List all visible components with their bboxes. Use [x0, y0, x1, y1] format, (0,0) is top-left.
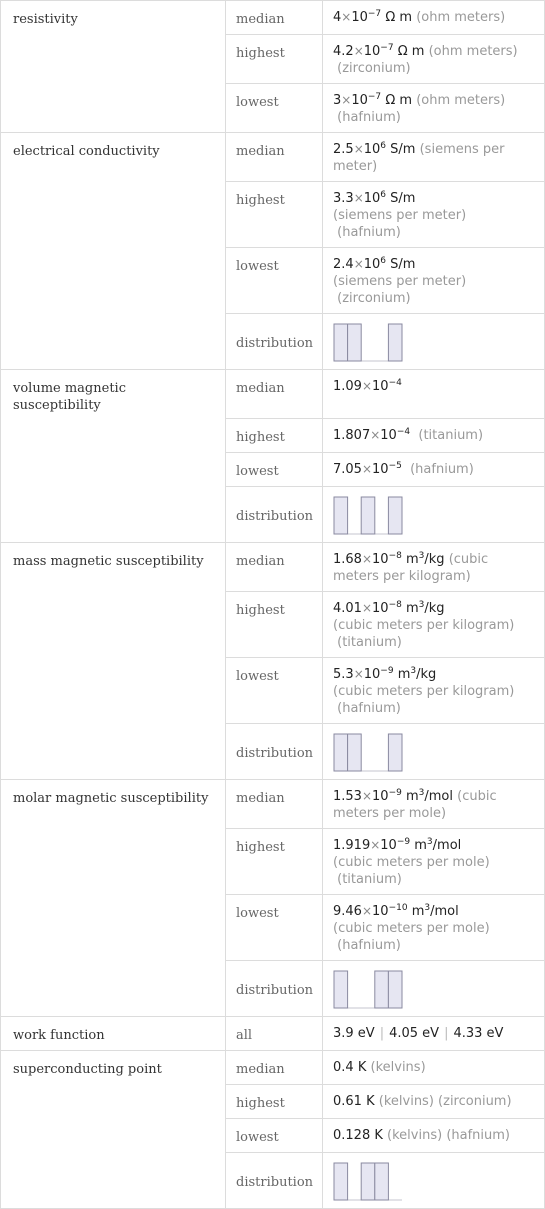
row-label: highest	[226, 829, 323, 895]
histogram-bar	[375, 1163, 389, 1200]
distribution-cell	[323, 487, 545, 543]
row-label: median	[226, 133, 323, 182]
value-cell: $1.807\times 10^{-4}$ (titanium)	[323, 419, 545, 453]
value-cell: $2.5\times 10^6$ S/m (siemens per meter)	[323, 133, 545, 182]
distribution-cell	[323, 961, 545, 1017]
table-row	[1, 1, 545, 35]
histogram-bar	[361, 497, 375, 534]
property-volume-magnetic-susceptibility: volume magnetic susceptibility	[1, 370, 226, 543]
value-cell: 3.9 eV | 4.05 eV | 4.33 eV	[323, 1017, 545, 1051]
row-label: distribution	[226, 487, 323, 543]
row-label: lowest	[226, 453, 323, 487]
row-label: all	[226, 1017, 323, 1051]
table-row	[1, 370, 545, 419]
histogram-bar	[348, 734, 362, 771]
histogram-bar	[388, 971, 402, 1008]
histogram-bar	[334, 734, 348, 771]
histogram-bar	[361, 1163, 375, 1200]
row-label: median	[226, 543, 323, 592]
table-row	[1, 133, 545, 182]
table-row	[1, 1017, 545, 1051]
distribution-histogram	[333, 495, 403, 536]
value-cell: $5.3\times 10^{-9}$ $m^3/kg$ (cubic meters per kilogram) (hafnium)	[323, 658, 545, 724]
value-cell: 0.128 K (kelvins) (hafnium)	[323, 1119, 545, 1153]
value-cell: $1.09\times 10^{-4}$	[323, 370, 545, 419]
property-electrical-conductivity: electrical conductivity	[1, 133, 226, 370]
row-label: lowest	[226, 84, 323, 133]
row-label: median	[226, 370, 323, 419]
distribution-histogram	[333, 969, 403, 1010]
row-label: median	[226, 1, 323, 35]
value-cell: $1.53\times 10^{-9}$ $m^3$/mol (cubic meters per mole)	[323, 780, 545, 829]
distribution-histogram	[333, 732, 403, 773]
value-cell: $2.4\times 10^6$ S/m (siemens per meter) (zirconium)	[323, 248, 545, 314]
distribution-histogram	[333, 322, 403, 363]
distribution-cell	[323, 1153, 545, 1209]
value-cell: 0.4 K (kelvins)	[323, 1051, 545, 1085]
row-label: lowest	[226, 248, 323, 314]
row-label: distribution	[226, 724, 323, 780]
value-cell: $1.68\times 10^{-8}$ $m^3/kg$ (cubic meters per kilogram)	[323, 543, 545, 592]
property-resistivity: resistivity	[1, 1, 226, 133]
distribution-histogram	[333, 1161, 403, 1202]
histogram-bar	[334, 497, 348, 534]
table-row	[1, 780, 545, 829]
row-label: highest	[226, 182, 323, 248]
value-cell: $9.46\times 10^{-10}$ $m^3$/mol (cubic meters per mole) (hafnium)	[323, 895, 545, 961]
histogram-bar	[334, 971, 348, 1008]
property-molar-magnetic-susceptibility: molar magnetic susceptibility	[1, 780, 226, 1017]
property-mass-magnetic-susceptibility: mass magnetic susceptibility	[1, 543, 226, 780]
histogram-bar	[388, 497, 402, 534]
property-superconducting-point: superconducting point	[1, 1051, 226, 1209]
row-label: distribution	[226, 961, 323, 1017]
row-label: highest	[226, 1085, 323, 1119]
row-label: lowest	[226, 658, 323, 724]
row-label: lowest	[226, 895, 323, 961]
row-label: highest	[226, 35, 323, 84]
row-label: median	[226, 1051, 323, 1085]
distribution-cell	[323, 724, 545, 780]
value-cell: $4.01\times 10^{-8}$ $m^3/kg$ (cubic meters per kilogram) (titanium)	[323, 592, 545, 658]
histogram-bar	[348, 324, 362, 361]
histogram-bar	[388, 324, 402, 361]
row-label: highest	[226, 419, 323, 453]
histogram-bar	[388, 734, 402, 771]
value-cell: $3\times 10^{-7}$ Ω m (ohm meters) (hafnium)	[323, 84, 545, 133]
value-cell: $4.2\times 10^{-7}$ Ω m (ohm meters) (zirconium)	[323, 35, 545, 84]
property-work-function: work function	[1, 1017, 226, 1051]
row-label: highest	[226, 592, 323, 658]
row-label: distribution	[226, 1153, 323, 1209]
value-cell: $4\times 10^{-7}$ Ω m (ohm meters)	[323, 1, 545, 35]
table-row	[1, 1051, 545, 1085]
row-label: median	[226, 780, 323, 829]
histogram-bar	[334, 1163, 348, 1200]
histogram-bar	[375, 971, 389, 1008]
row-label: distribution	[226, 314, 323, 370]
value-cell: $1.919\times 10^{-9}$ $m^3$/mol (cubic meters per mole) (titanium)	[323, 829, 545, 895]
distribution-cell	[323, 314, 545, 370]
row-label: lowest	[226, 1119, 323, 1153]
value-cell: $3.3\times 10^6$ S/m (siemens per meter) (hafnium)	[323, 182, 545, 248]
value-cell: 0.61 K (kelvins) (zirconium)	[323, 1085, 545, 1119]
table-row	[1, 543, 545, 592]
histogram-bar	[334, 324, 348, 361]
value-cell: $7.05\times 10^{-5}$ (hafnium)	[323, 453, 545, 487]
